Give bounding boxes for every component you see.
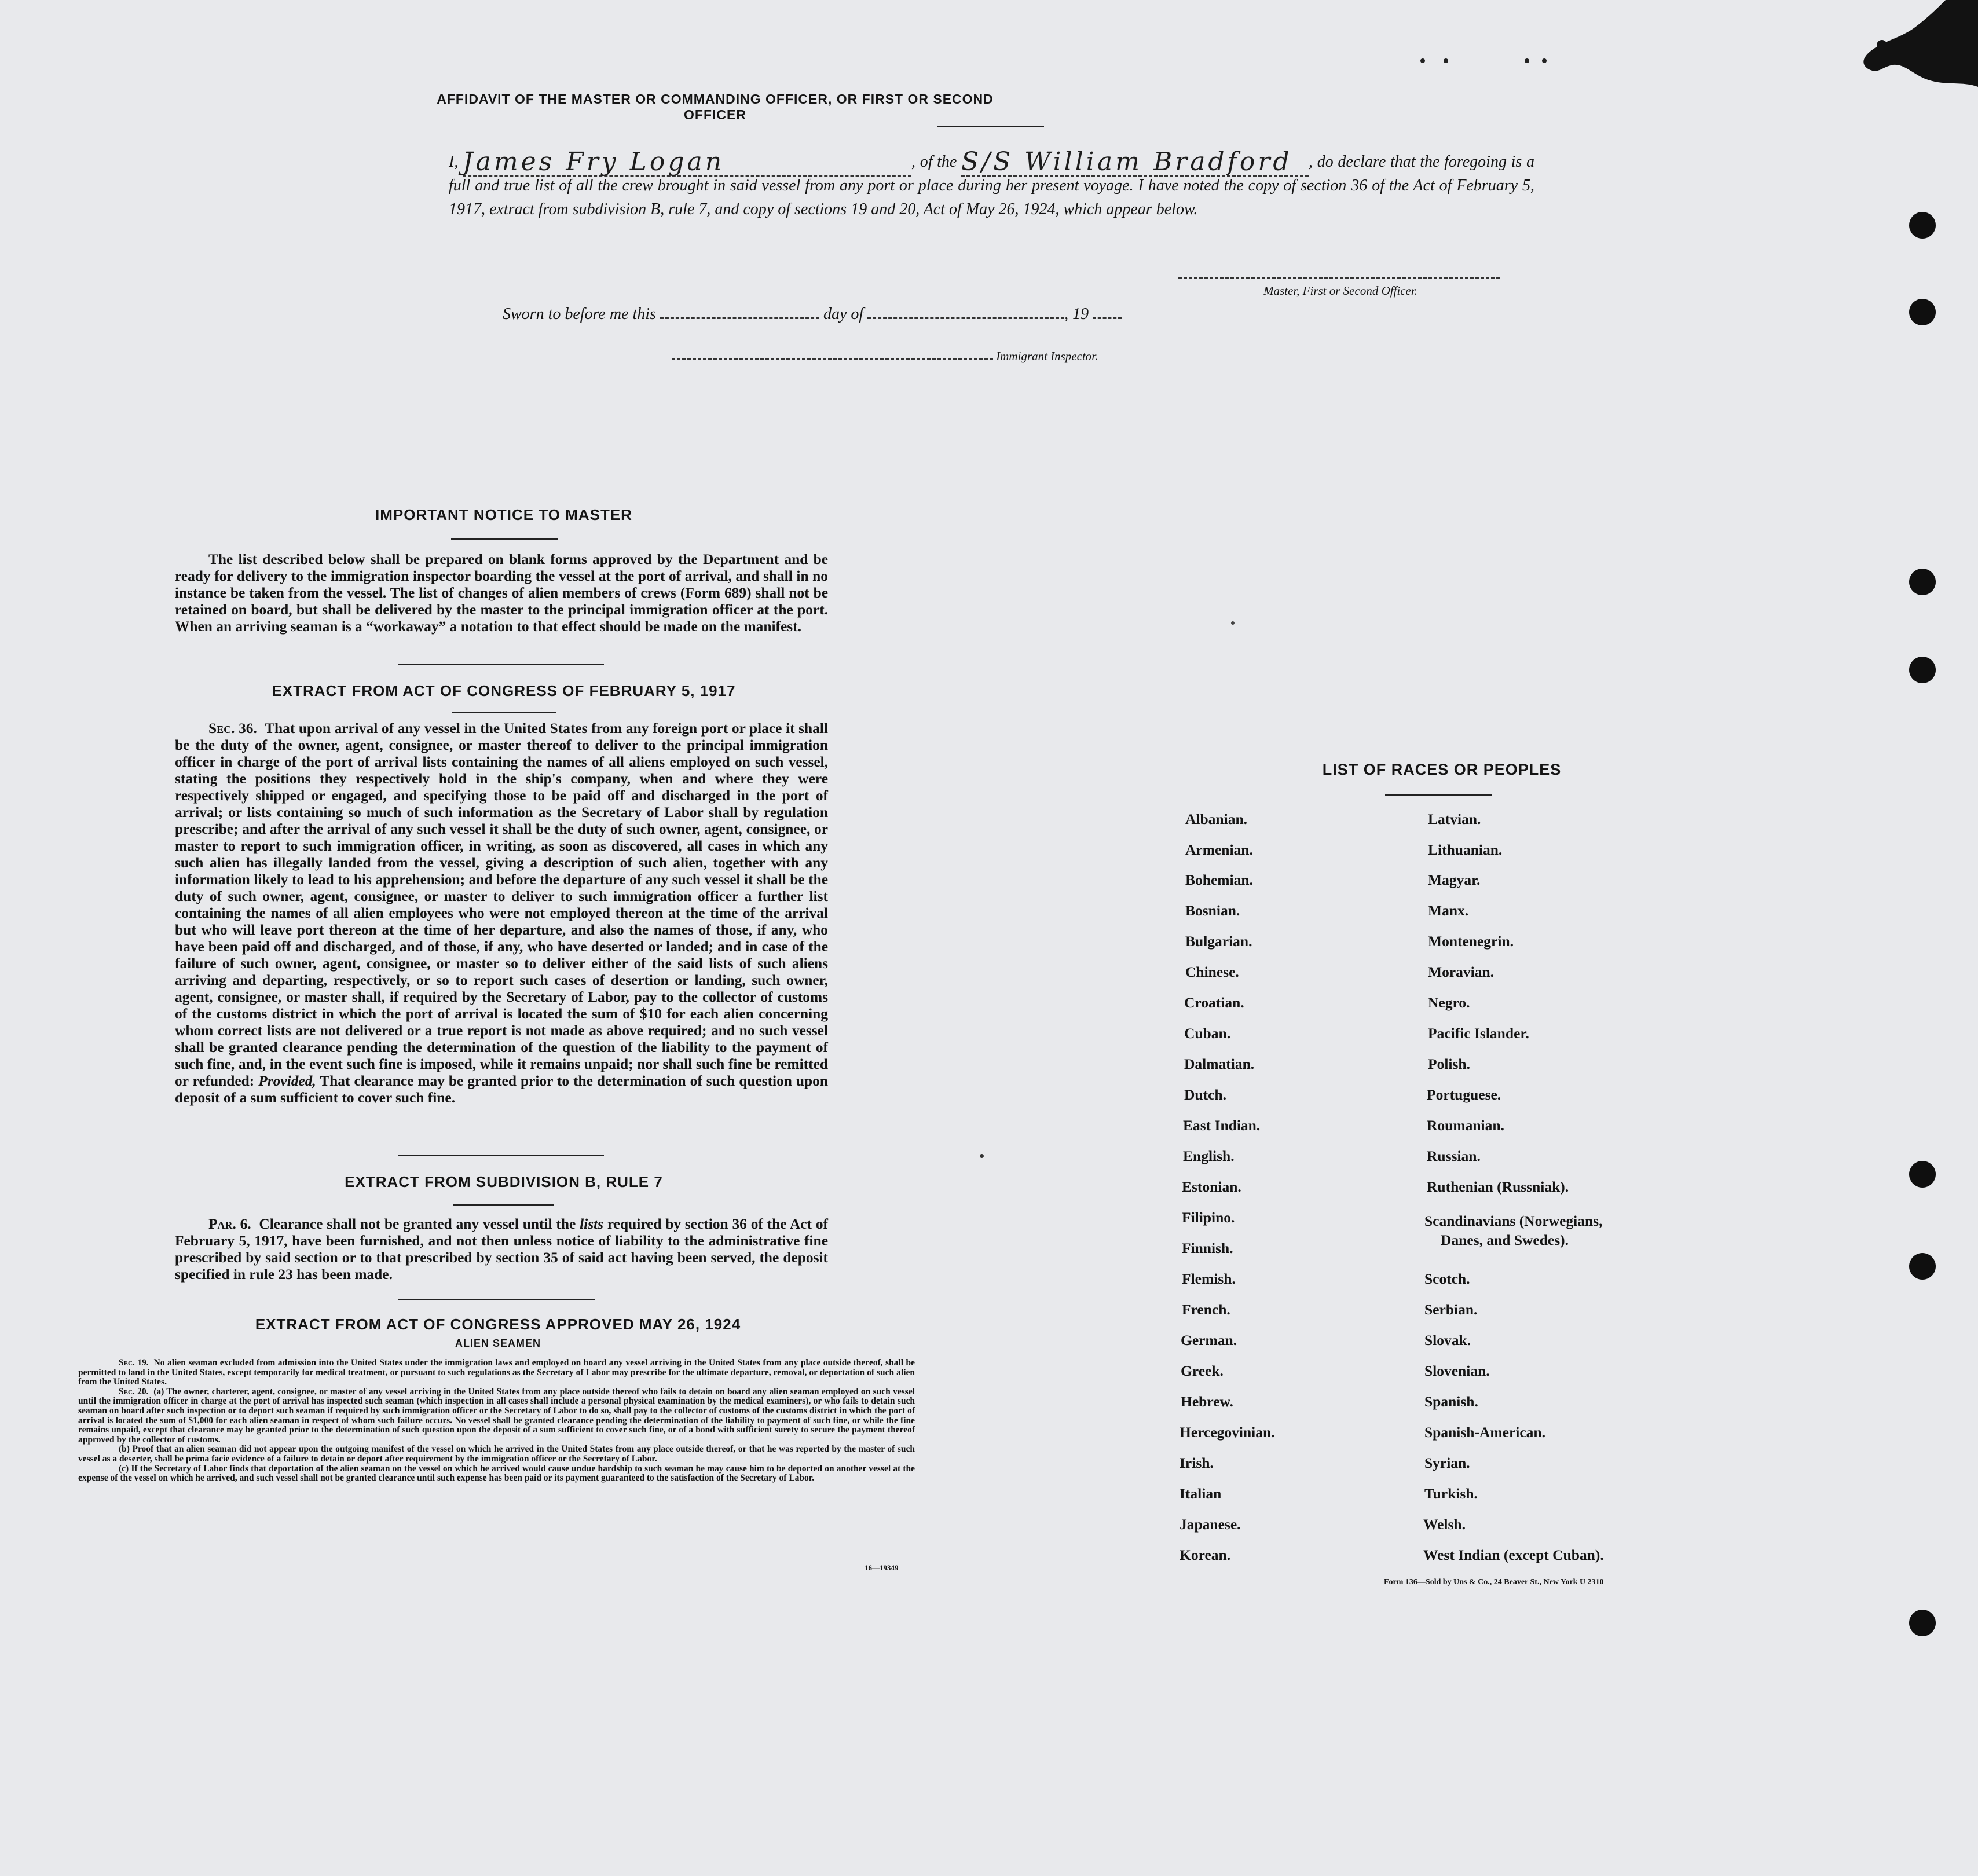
sworn-prefix: Sworn to before me this <box>503 305 656 323</box>
vessel-name-field[interactable]: S/S William Bradford <box>961 149 1309 177</box>
race-item: Irish. <box>1180 1454 1214 1471</box>
races-rule <box>1385 794 1492 796</box>
race-item: Hebrew. <box>1181 1393 1233 1410</box>
punch-hole <box>1909 1161 1936 1188</box>
section-divider <box>398 1299 595 1300</box>
sec-20c-paragraph: (c) If the Secretary of Labor finds that deportation of the alien seaman on the vessel on which he arrived would cause undue hardship to such seaman he may cause him to be deported on another vessel at the expense of the vessel on which he arrived, and such vessel shall not be granted clearance until such expense has been paid or its payment guaranteed to the satisfaction of the Secretary of Labor. <box>78 1463 915 1483</box>
race-item: Finnish. <box>1182 1240 1233 1256</box>
punch-hole <box>1909 569 1936 595</box>
sec-36-label: Sec. 36. <box>208 720 257 737</box>
speck <box>980 1154 984 1158</box>
sec-19-paragraph: Sec. 19. No alien seaman excluded from admission into the United States under the immigration laws and employed on board any vessel arriving in the United States from any place outside thereof, shall be permitted to land in the United States, except temporarily for medical treatment, or pursuant to such regulations as the Secretary of Labor may prescribe for the ultimate departure, removal, or deportation of such alien from the United States. <box>78 1358 915 1387</box>
provided-label: Provided, <box>258 1073 316 1089</box>
form-footer: Form 136—Sold by Uns & Co., 24 Beaver St., New York U 2310 <box>1384 1578 1604 1586</box>
race-item: Italian <box>1180 1485 1222 1502</box>
master-signature-line[interactable] <box>1178 277 1500 279</box>
declaration-text: , do declare that the foregoing is a full and true list of all the crew brought in said vessel from any port or place during her present voyage. I have noted the copy of section 36 of the Act of February 5, 1917, extract from subdivision B, rule 7, and copy of sections 19 and 20, Act of May 26, 1924, which appear below. <box>449 153 1534 218</box>
race-item: Hercegovinian. <box>1180 1424 1275 1441</box>
race-item: Pacific Islander. <box>1428 1025 1529 1042</box>
race-item: Spanish. <box>1424 1393 1478 1410</box>
inspector-row <box>672 349 1181 364</box>
race-item: Latvian. <box>1428 811 1481 827</box>
race-item: Armenian. <box>1185 841 1253 858</box>
race-item: Magyar. <box>1428 871 1481 888</box>
section-divider <box>398 664 604 665</box>
of-the-label: , of the <box>911 153 957 171</box>
race-item: Slovenian. <box>1424 1362 1490 1379</box>
race-item: English. <box>1183 1148 1235 1164</box>
speck <box>1525 58 1529 63</box>
punch-hole <box>1909 299 1936 325</box>
race-item-continued: Danes, and Swedes). <box>1441 1232 1569 1248</box>
race-item: Albanian. <box>1185 811 1248 827</box>
notice-text: The list described below shall be prepared on blank forms approved by the Department and be ready for delivery to the immigration inspector boarding the vessel at the port of arrival, and shall in no instance be taken from the vessel. The list of changes of alien members of crews (Form 689) shall not be retained on board, but shall be delivered by the master to the principal immigration officer at the port. When an arriving seaman is a “workaway” a notation to that effect should be made on the manifest. <box>175 551 828 635</box>
race-item: Greek. <box>1181 1362 1224 1379</box>
race-item: Serbian. <box>1424 1301 1478 1318</box>
race-item: Flemish. <box>1182 1270 1236 1287</box>
master-signature-label: Master, First or Second Officer. <box>1263 284 1417 298</box>
race-item: Russian. <box>1427 1148 1481 1164</box>
race-item: Portuguese. <box>1427 1086 1501 1103</box>
inspector-label: Immigrant Inspector. <box>996 349 1098 363</box>
rule-7-par-6: Par. 6. Clearance shall not be granted any vessel until the lists required by section 36 of the Act of February 5, 1917, have been furnished, and not then unless notice of liability to the administrative fine prescribed by said section or to that prescribed by section 35 of said act having been served, the deposit specified in rule 23 has been made. <box>175 1216 828 1283</box>
race-item: Moravian. <box>1428 963 1495 980</box>
race-item: Syrian. <box>1424 1454 1470 1471</box>
race-item: German. <box>1181 1332 1237 1349</box>
notice-rule <box>451 538 558 540</box>
act-1917-rule <box>452 712 556 713</box>
sworn-month-field[interactable] <box>867 302 1064 319</box>
title-rule <box>937 126 1044 127</box>
speck <box>1542 58 1547 63</box>
torn-corner <box>1772 0 1978 93</box>
race-item: Manx. <box>1428 902 1469 919</box>
rule-7-title: EXTRACT FROM SUBDIVISION B, RULE 7 <box>345 1173 663 1190</box>
race-item: Cuban. <box>1184 1025 1231 1042</box>
races-title: LIST OF RACES OR PEOPLES <box>1322 761 1562 778</box>
race-item: Scandinavians (Norwegians, <box>1424 1212 1603 1229</box>
race-item: Bohemian. <box>1185 871 1253 888</box>
race-item: Polish. <box>1428 1056 1470 1072</box>
race-item: Bosnian. <box>1185 902 1240 919</box>
race-item: Roumanian. <box>1427 1117 1504 1134</box>
punch-hole <box>1909 212 1936 239</box>
race-item: Estonian. <box>1182 1178 1241 1195</box>
race-item: French. <box>1182 1301 1230 1318</box>
race-item: Montenegrin. <box>1428 933 1514 950</box>
speck <box>1444 58 1448 63</box>
race-item: Negro. <box>1428 994 1470 1011</box>
sec-20a-paragraph: Sec. 20. (a) The owner, charterer, agent, consignee, or master of any vessel arriving in the United States from any place outside thereof who fails to detain on board any alien seaman employed on such vessel until the immigration officer in charge at the port of arrival has inspected such seaman (which inspection in all cases shall include a personal physical examination by the medical examiners), or who fails to detain such seaman on board after such inspection or to deport such seaman if required by such immigration officer or the Secretary of Labor to do so, shall pay to the collector of customs of the customs district in which the port of arrival is located the sum of $1,000 for each alien seaman in respect of whom such failure occurs. No vessel shall be granted clearance pending the determination of the liability to payment of such fine, or while the fine remains unpaid, except that clearance may be granted prior to the determination of such question upon the deposit of a sum sufficient to cover such fine, or of a bond with sufficient surety to secure the payment thereof approved by the collector of customs. <box>78 1386 915 1445</box>
punch-hole <box>1909 1610 1936 1636</box>
sworn-date-field[interactable] <box>660 302 819 319</box>
race-item: East Indian. <box>1183 1117 1261 1134</box>
lists-word: lists <box>580 1216 604 1232</box>
race-item: West Indian (except Cuban). <box>1423 1547 1604 1563</box>
race-item: Dalmatian. <box>1184 1056 1255 1072</box>
act-1917-title: EXTRACT FROM ACT OF CONGRESS OF FEBRUARY 5, 1917 <box>272 682 736 699</box>
sworn-day-of-label: day of <box>823 305 864 323</box>
race-item: Japanese. <box>1180 1516 1241 1533</box>
rule-7-rule <box>453 1204 554 1206</box>
sworn-line <box>503 302 1255 324</box>
race-item: Croatian. <box>1184 994 1244 1011</box>
act-1917-sec-36: Sec. 36. That upon arrival of any vessel in the United States from any foreign port or place it shall be the duty of the owner, agent, consignee, or master thereof to deliver to the principal immigration officer in charge of the port of arrival lists containing the names of all aliens employed on such vessel, stating the positions they respectively hold in the ship's company, when and where they were respectively shipped or engaged, and specifying those to be paid off and discharged in the port of arrival; or lists containing so much of such information as the Secretary of Labor shall by regulation prescribe; and after the arrival of any such vessel it shall be the duty of such owner, agent, consignee, or master to report to such immigration officer, in writing, as soon as discovered, all cases in which any such alien has illegally landed from the vessel, giving a description of such alien, together with any information likely to lead to his apprehension; and before the departure of any such vessel it shall be the duty of such owner, agent, consignee, or master to deliver to such immigration officer a further list containing the names of all alien employees who were not employed thereon at the time of the arrival but who will leave port thereon at the time of her departure, and also the names of those, if any, who have been paid off and discharged, and of those, if any, who have deserted or landed; and in case of the failure of such owner, agent, consignee, or master so to deliver either of the said lists of such aliens arriving and departing, respectively, or so to report such cases of desertion or landing, such owner, agent, consignee, or master shall, if required by the Secretary of Labor, pay to the collector of customs of the customs district in which the port of arrival is located the sum of $10 for each alien concerning whom correct lists are not delivered or a true report is not made as above required; and no such vessel shall be granted clearance pending the determination of the question of the liability to the payment of such fine, and, in the event such fine is imposed, while it remains unpaid; nor shall such fine be remitted or refunded: Provided, That clearance may be granted prior to the determination of such question upon deposit of a sum sufficient to cover such fine. <box>175 720 828 1106</box>
affidavit-title: AFFIDAVIT OF THE MASTER OR COMMANDING OFFICER, OR FIRST OR SECOND OFFICER <box>437 91 994 122</box>
section-divider <box>398 1155 604 1156</box>
race-item: Korean. <box>1180 1547 1231 1563</box>
race-item: Filipino. <box>1182 1209 1235 1226</box>
race-item: Chinese. <box>1185 963 1239 980</box>
race-item: Lithuanian. <box>1428 841 1503 858</box>
affidavit-declaration <box>449 146 1534 221</box>
race-item: Turkish. <box>1424 1485 1478 1502</box>
act-1924-title: EXTRACT FROM ACT OF CONGRESS APPROVED MAY 26, 1924 <box>255 1316 741 1333</box>
speck <box>1231 621 1235 625</box>
punch-hole <box>1909 1253 1936 1280</box>
sworn-year-field[interactable] <box>1093 302 1122 319</box>
race-item: Slovak. <box>1424 1332 1471 1349</box>
alien-seamen-subtitle: ALIEN SEAMEN <box>455 1338 541 1349</box>
par-6-label: Par. 6. <box>208 1216 251 1232</box>
race-item: Scotch. <box>1424 1270 1470 1287</box>
race-item: Welsh. <box>1423 1516 1466 1533</box>
race-item: Ruthenian (Russniak). <box>1427 1178 1569 1195</box>
race-item: Dutch. <box>1184 1086 1226 1103</box>
print-code: 16—19349 <box>865 1563 899 1572</box>
punch-hole <box>1909 657 1936 683</box>
sec-20b-paragraph: (b) Proof that an alien seaman did not appear upon the outgoing manifest of the vessel on which he arrived in the United States from any place outside thereof, or that he was reported by the master of such vessel as a deserter, shall be prima facie evidence of a failure to detain or deport after requirement by the immigration officer or the Secretary of Labor. <box>78 1444 915 1464</box>
speck <box>1420 58 1425 63</box>
master-name-field[interactable]: James Fry Logan <box>463 149 911 177</box>
act-1924-body <box>78 1358 915 1483</box>
inspector-signature-line[interactable] <box>672 350 993 360</box>
race-item: Spanish-American. <box>1424 1424 1545 1441</box>
declaration-prefix: I, <box>449 153 459 171</box>
race-item: Bulgarian. <box>1185 933 1252 950</box>
notice-title: IMPORTANT NOTICE TO MASTER <box>375 506 632 523</box>
sworn-year-label: , 19 <box>1064 305 1089 323</box>
